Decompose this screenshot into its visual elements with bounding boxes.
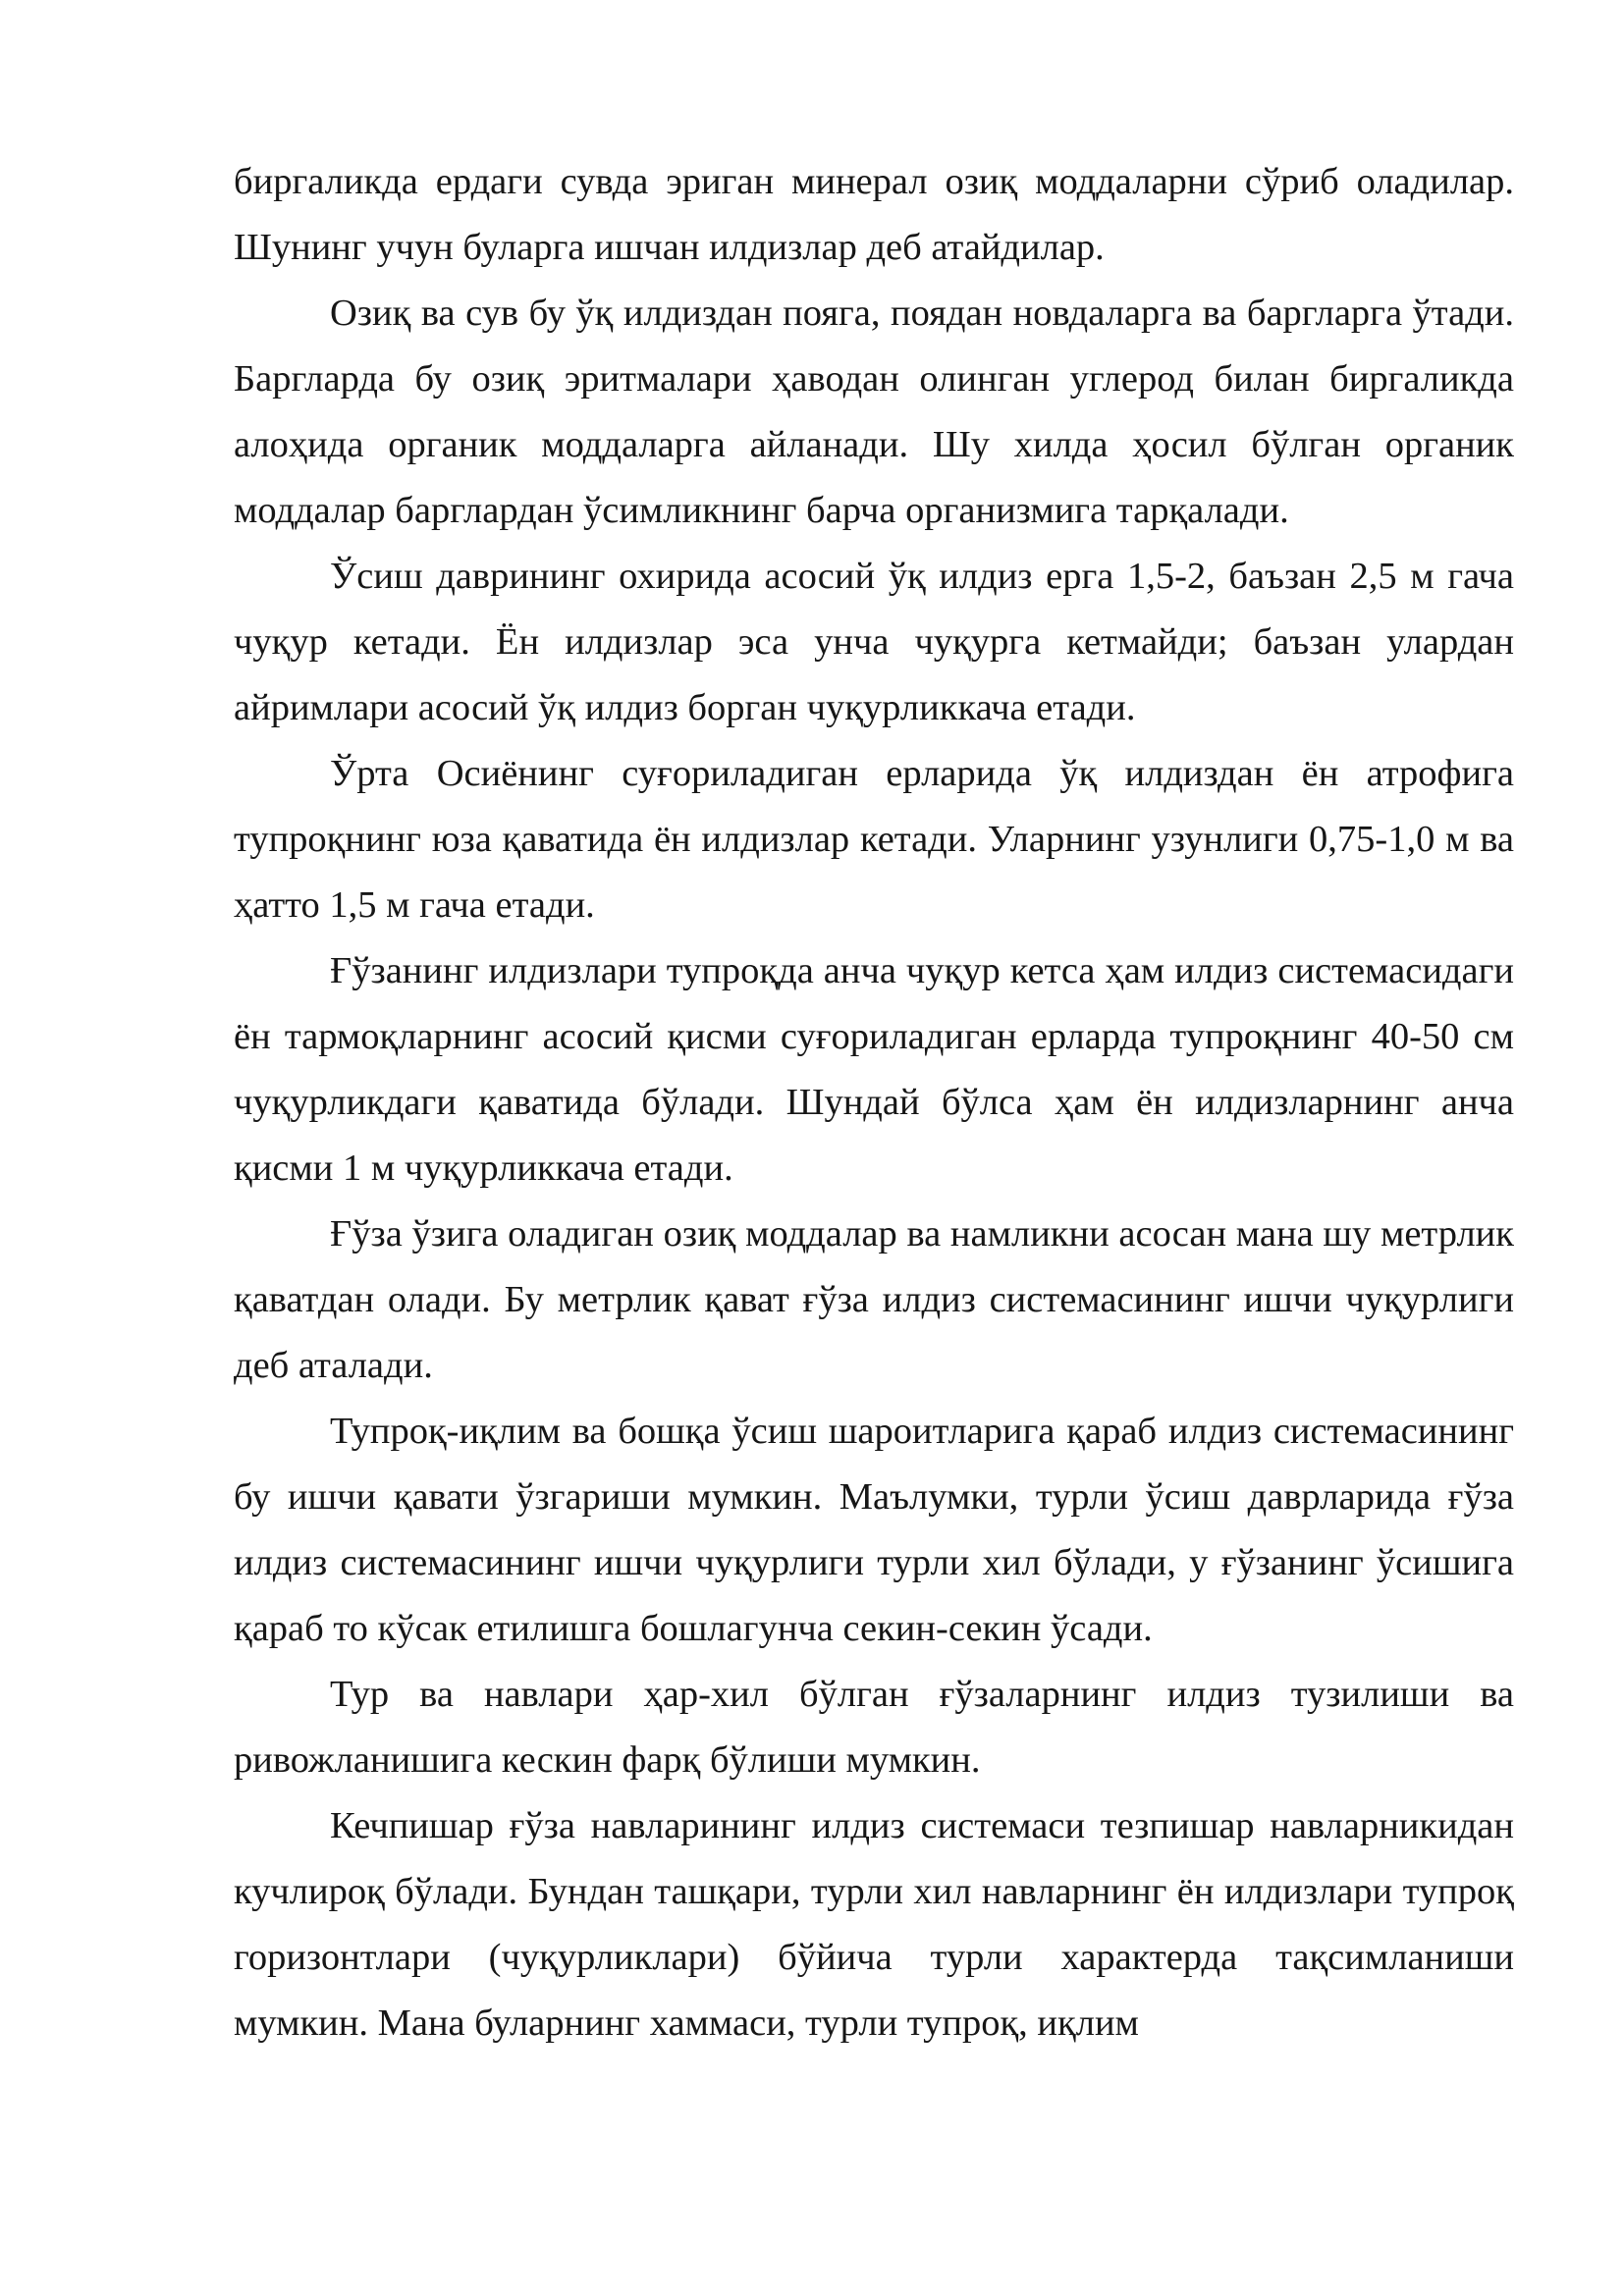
paragraph-1: биргаликда ердаги сувда эриган минерал озиқ моддаларни сўриб оладилар. Шунинг учун буларга ишчан илдизлар деб атайдилар. bbox=[234, 161, 1514, 268]
paragraph-9: Кечпишар ғўза навларининг илдиз системаси тезпишар навларникидан кучлироқ бўлади. Бундан ташқари, турли хил навларнинг ён илдизлари тупроқ горизонтлари (чуқурликлари) бўйича турли характерда тақсимланиши мумкин. Мана буларнинг хаммаси, турли тупроқ, иқлим bbox=[234, 1805, 1514, 2044]
paragraph-8: Тур ва навлари ҳар-хил бўлган ғўзаларнинг илдиз тузилиши ва ривожланишига кескин фарқ бўлиши мумкин. bbox=[234, 1674, 1514, 1781]
paragraph-5: Ғўзанинг илдизлари тупроқда анча чуқур кетса ҳам илдиз системасидаги ён тармоқларнинг асосий қисми суғориладиган ерларда тупроқнинг 40-50 см чуқурликдаги қаватида бўлади. Шундай бўлса ҳам ён илдизларнинг анча қисми 1 м чуқурликкача етади. bbox=[234, 950, 1514, 1189]
paragraph-2: Озиқ ва сув бу ўқ илдиздан пояга, поядан новдаларга ва баргларга ўтади. Баргларда бу озиқ эритмалари ҳаводан олинган углерод билан биргаликда алоҳида органик моддаларга айланади. Шу хилда ҳосил бўлган органик моддалар барглардан ўсимликнинг барча организмига тарқалади. bbox=[234, 293, 1514, 531]
paragraph-7: Тупроқ-иқлим ва бошқа ўсиш шароитларига қараб илдиз системасининг бу ишчи қавати ўзгариши мумкин. Маълумки, турли ўсиш даврларида ғўза илдиз системасининг ишчи чуқурлиги турли хил бўлади, у ғўзанинг ўсишига қараб то кўсак етилишга бошлагунча секин-секин ўсади. bbox=[234, 1411, 1514, 1649]
paragraph-3: Ўсиш даврининг охирида асосий ўқ илдиз ерга 1,5-2, баъзан 2,5 м гача чуқур кетади. Ён илдизлар эса унча чуқурга кетмайди; баъзан улардан айримлари асосий ўқ илдиз борган чуқурликкача етади. bbox=[234, 556, 1514, 728]
paragraph-6: Ғўза ўзига оладиган озиқ моддалар ва намликни асосан мана шу метрлик қаватдан олади. Бу метрлик қават ғўза илдиз системасининг ишчи чуқурлиги деб аталади. bbox=[234, 1213, 1514, 1386]
document-page bbox=[234, 149, 1514, 2056]
paragraph-4: Ўрта Осиёнинг суғориладиган ерларида ўқ илдиздан ён атрофига тупроқнинг юза қаватида ён илдизлар кетади. Уларнинг узунлиги 0,75-1,0 м ва ҳатто 1,5 м гача етади. bbox=[234, 753, 1514, 926]
